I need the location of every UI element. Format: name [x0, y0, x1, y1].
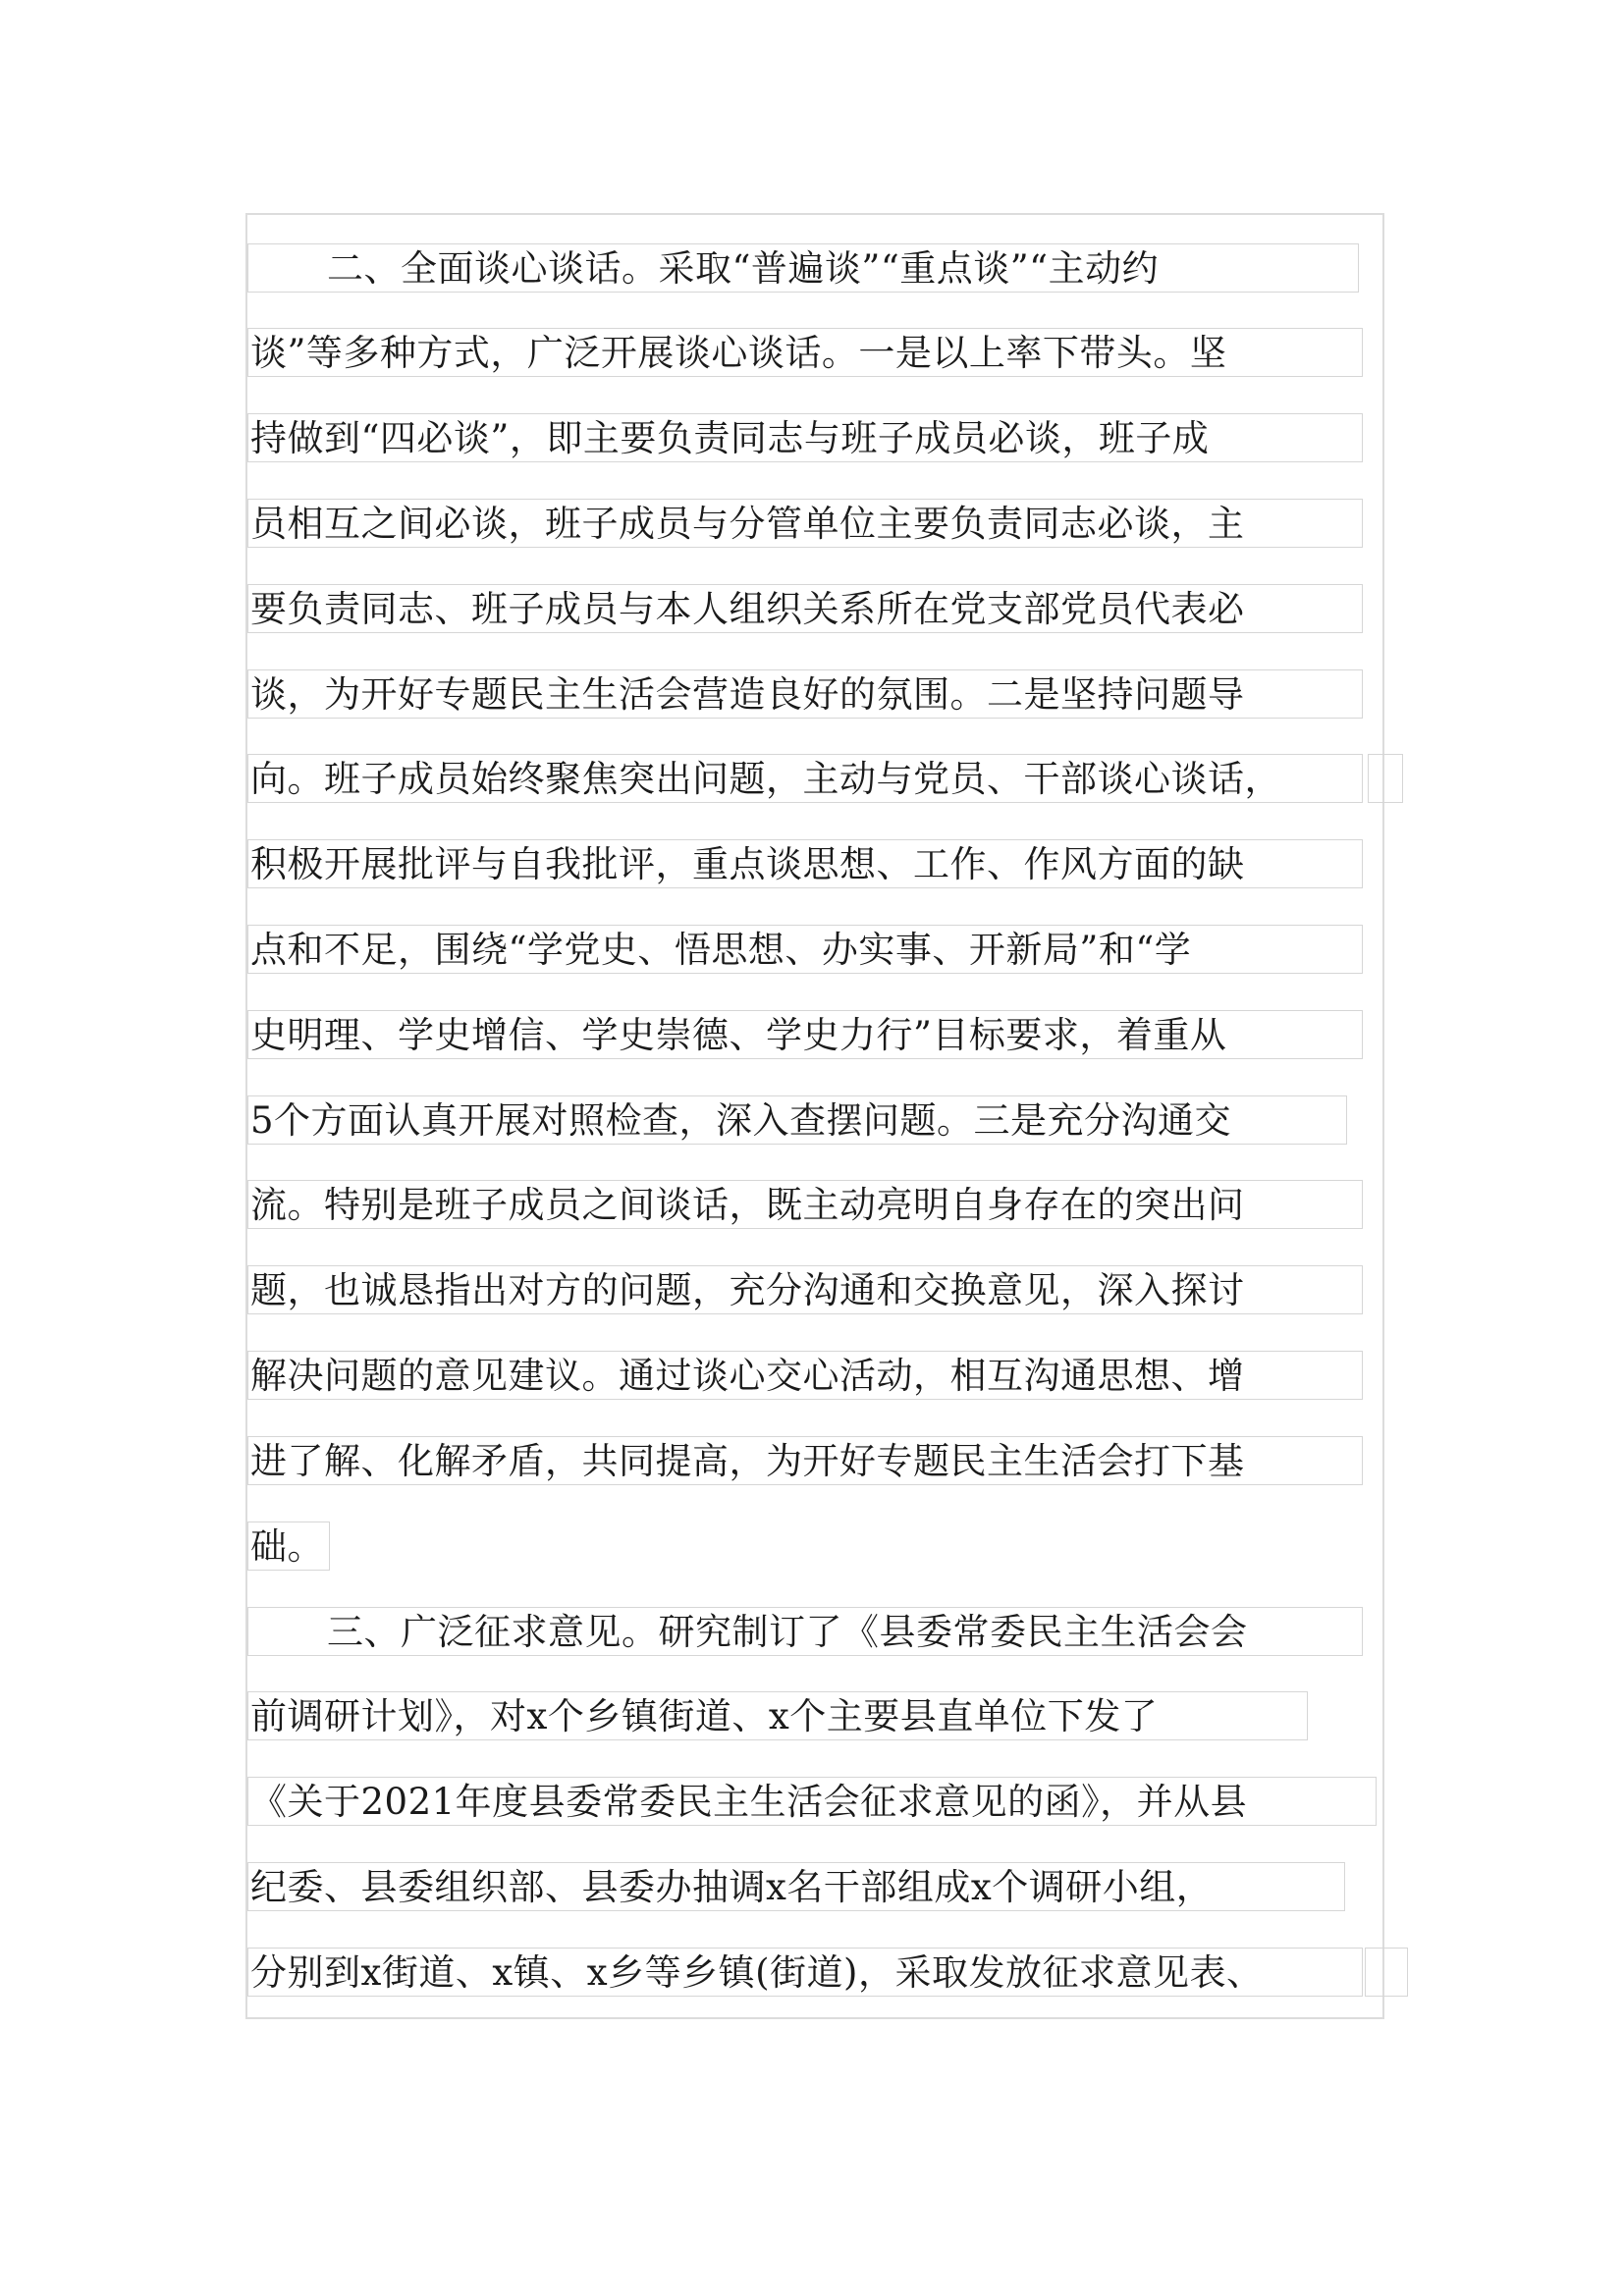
line-overflow-marker — [1365, 1948, 1408, 1997]
paragraph-line: 持做到“四必谈”，即主要负责同志与班子成员必谈，班子成 — [247, 413, 1363, 462]
paragraph-line: 分别到x街道、x镇、x乡等乡镇(街道)，采取发放征求意见表、 — [247, 1948, 1363, 1997]
paragraph-line: 点和不足，围绕“学党史、悟思想、办实事、开新局”和“学 — [247, 925, 1363, 974]
paragraph-line: 谈，为开好专题民主生活会营造良好的氛围。二是坚持问题导 — [247, 669, 1363, 719]
paragraph-line: 《关于2021年度县委常委民主生活会征求意见的函》，并从县 — [247, 1777, 1377, 1826]
paragraph-line: 解决问题的意见建议。通过谈心交心活动，相互沟通思想、增 — [247, 1351, 1363, 1400]
paragraph-line: 向。班子成员始终聚焦突出问题，主动与党员、干部谈心谈话， — [247, 754, 1363, 803]
paragraph-line: 谈”等多种方式，广泛开展谈心谈话。一是以上率下带头。坚 — [247, 328, 1363, 377]
paragraph-line: 进了解、化解矛盾，共同提高，为开好专题民主生活会打下基 — [247, 1436, 1363, 1485]
paragraph-line: 要负责同志、班子成员与本人组织关系所在党支部党员代表必 — [247, 584, 1363, 633]
paragraph-line: 5个方面认真开展对照检查，深入查摆问题。三是充分沟通交 — [247, 1095, 1347, 1145]
paragraph-line: 纪委、县委组织部、县委办抽调x名干部组成x个调研小组， — [247, 1862, 1345, 1911]
paragraph-line: 流。特别是班子成员之间谈话，既主动亮明自身存在的突出问 — [247, 1180, 1363, 1229]
paragraph-line: 础。 — [247, 1522, 330, 1571]
line-overflow-marker — [1368, 754, 1403, 803]
paragraph-line: 前调研计划》，对x个乡镇街道、x个主要县直单位下发了 — [247, 1691, 1308, 1740]
paragraph-line: 三、广泛征求意见。研究制订了《县委常委民主生活会会 — [247, 1607, 1363, 1656]
paragraph-line: 题，也诚恳指出对方的问题，充分沟通和交换意见，深入探讨 — [247, 1265, 1363, 1314]
paragraph-line: 二、全面谈心谈话。采取“普遍谈”“重点谈”“主动约 — [247, 243, 1359, 293]
paragraph-line: 员相互之间必谈，班子成员与分管单位主要负责同志必谈，主 — [247, 499, 1363, 548]
paragraph-line: 史明理、学史增信、学史崇德、学史力行”目标要求，着重从 — [247, 1010, 1363, 1059]
paragraph-line: 积极开展批评与自我批评，重点谈思想、工作、作风方面的缺 — [247, 839, 1363, 888]
